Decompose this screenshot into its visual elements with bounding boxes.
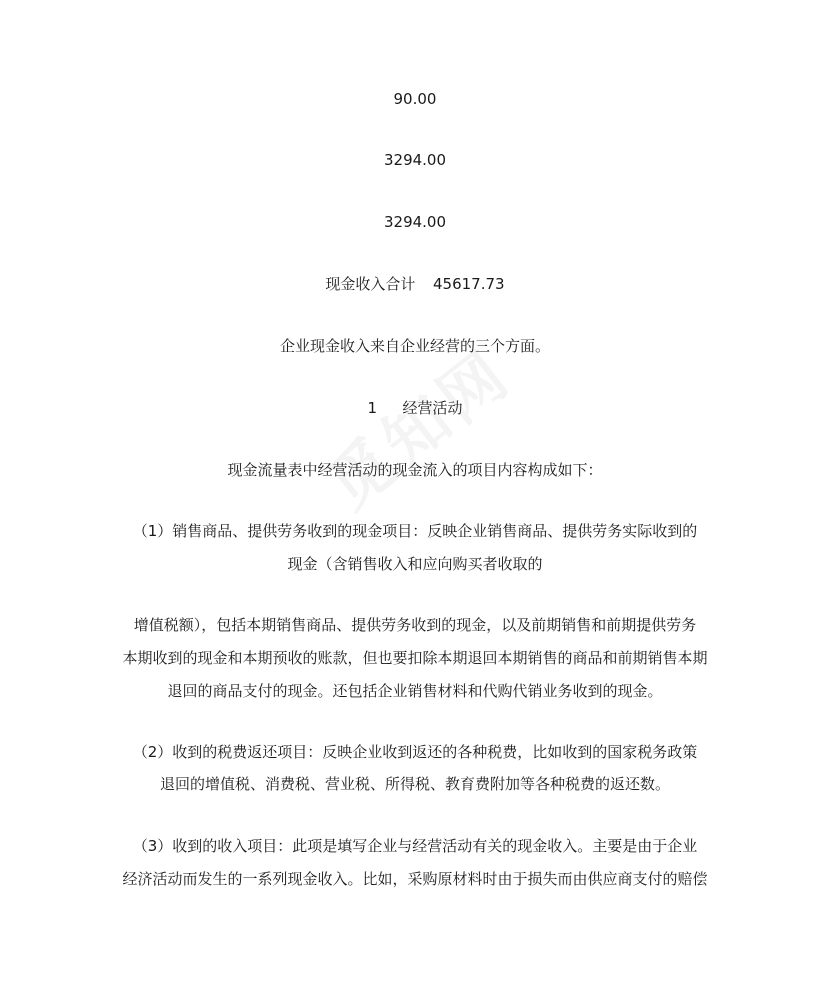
value-line-3: 3294.00	[383, 213, 447, 231]
value-line-1: 90.00	[393, 90, 437, 108]
item2-line-1: （2）收到的税费返还项目：反映企业收到返还的各种税费，比如收到的国家税务政策	[132, 743, 698, 761]
cash-total-line	[0, 274, 830, 294]
section-intro: 现金流量表中经营活动的现金流入的项目内容构成如下：	[227, 461, 603, 479]
section-title: 经营活动	[402, 399, 463, 417]
item1-line-5: 退回的商品支付的现金。还包括企业销售材料和代购代销业务收到的现金。	[167, 682, 663, 700]
item3-line-2: 经济活动而发生的一系列现金收入。比如，采购原材料时由于损失而由供应商支付的赔偿	[122, 870, 708, 888]
section-heading	[0, 398, 830, 418]
section-number: 1	[367, 399, 377, 417]
item1-line-3: 增值税额），包括本期销售商品、提供劳务收到的现金，以及前期销售和前期提供劳务	[133, 616, 697, 634]
value-line-2: 3294.00	[383, 151, 447, 169]
item2-line-2: 退回的增值税、消费税、营业税、所得税、教育费附加等各种税费的返还数。	[159, 775, 670, 793]
cash-total-label: 现金收入合计	[325, 275, 416, 293]
item1-line-1: （1）销售商品、提供劳务收到的现金项目：反映企业销售商品、提供劳务实际收到的	[132, 522, 698, 540]
item1-line-2: 现金（含销售收入和应向购买者收取的	[287, 555, 543, 573]
item3-line-1: （3）收到的收入项目：此项是填写企业与经营活动有关的现金收入。主要是由于企业	[132, 837, 698, 855]
item1-line-4: 本期收到的现金和本期预收的账款，但也要扣除本期退回本期销售的商品和前期销售本期	[122, 649, 708, 667]
cash-total-value: 45617.73	[433, 275, 505, 293]
intro-text: 企业现金收入来自企业经营的三个方面。	[279, 337, 550, 355]
